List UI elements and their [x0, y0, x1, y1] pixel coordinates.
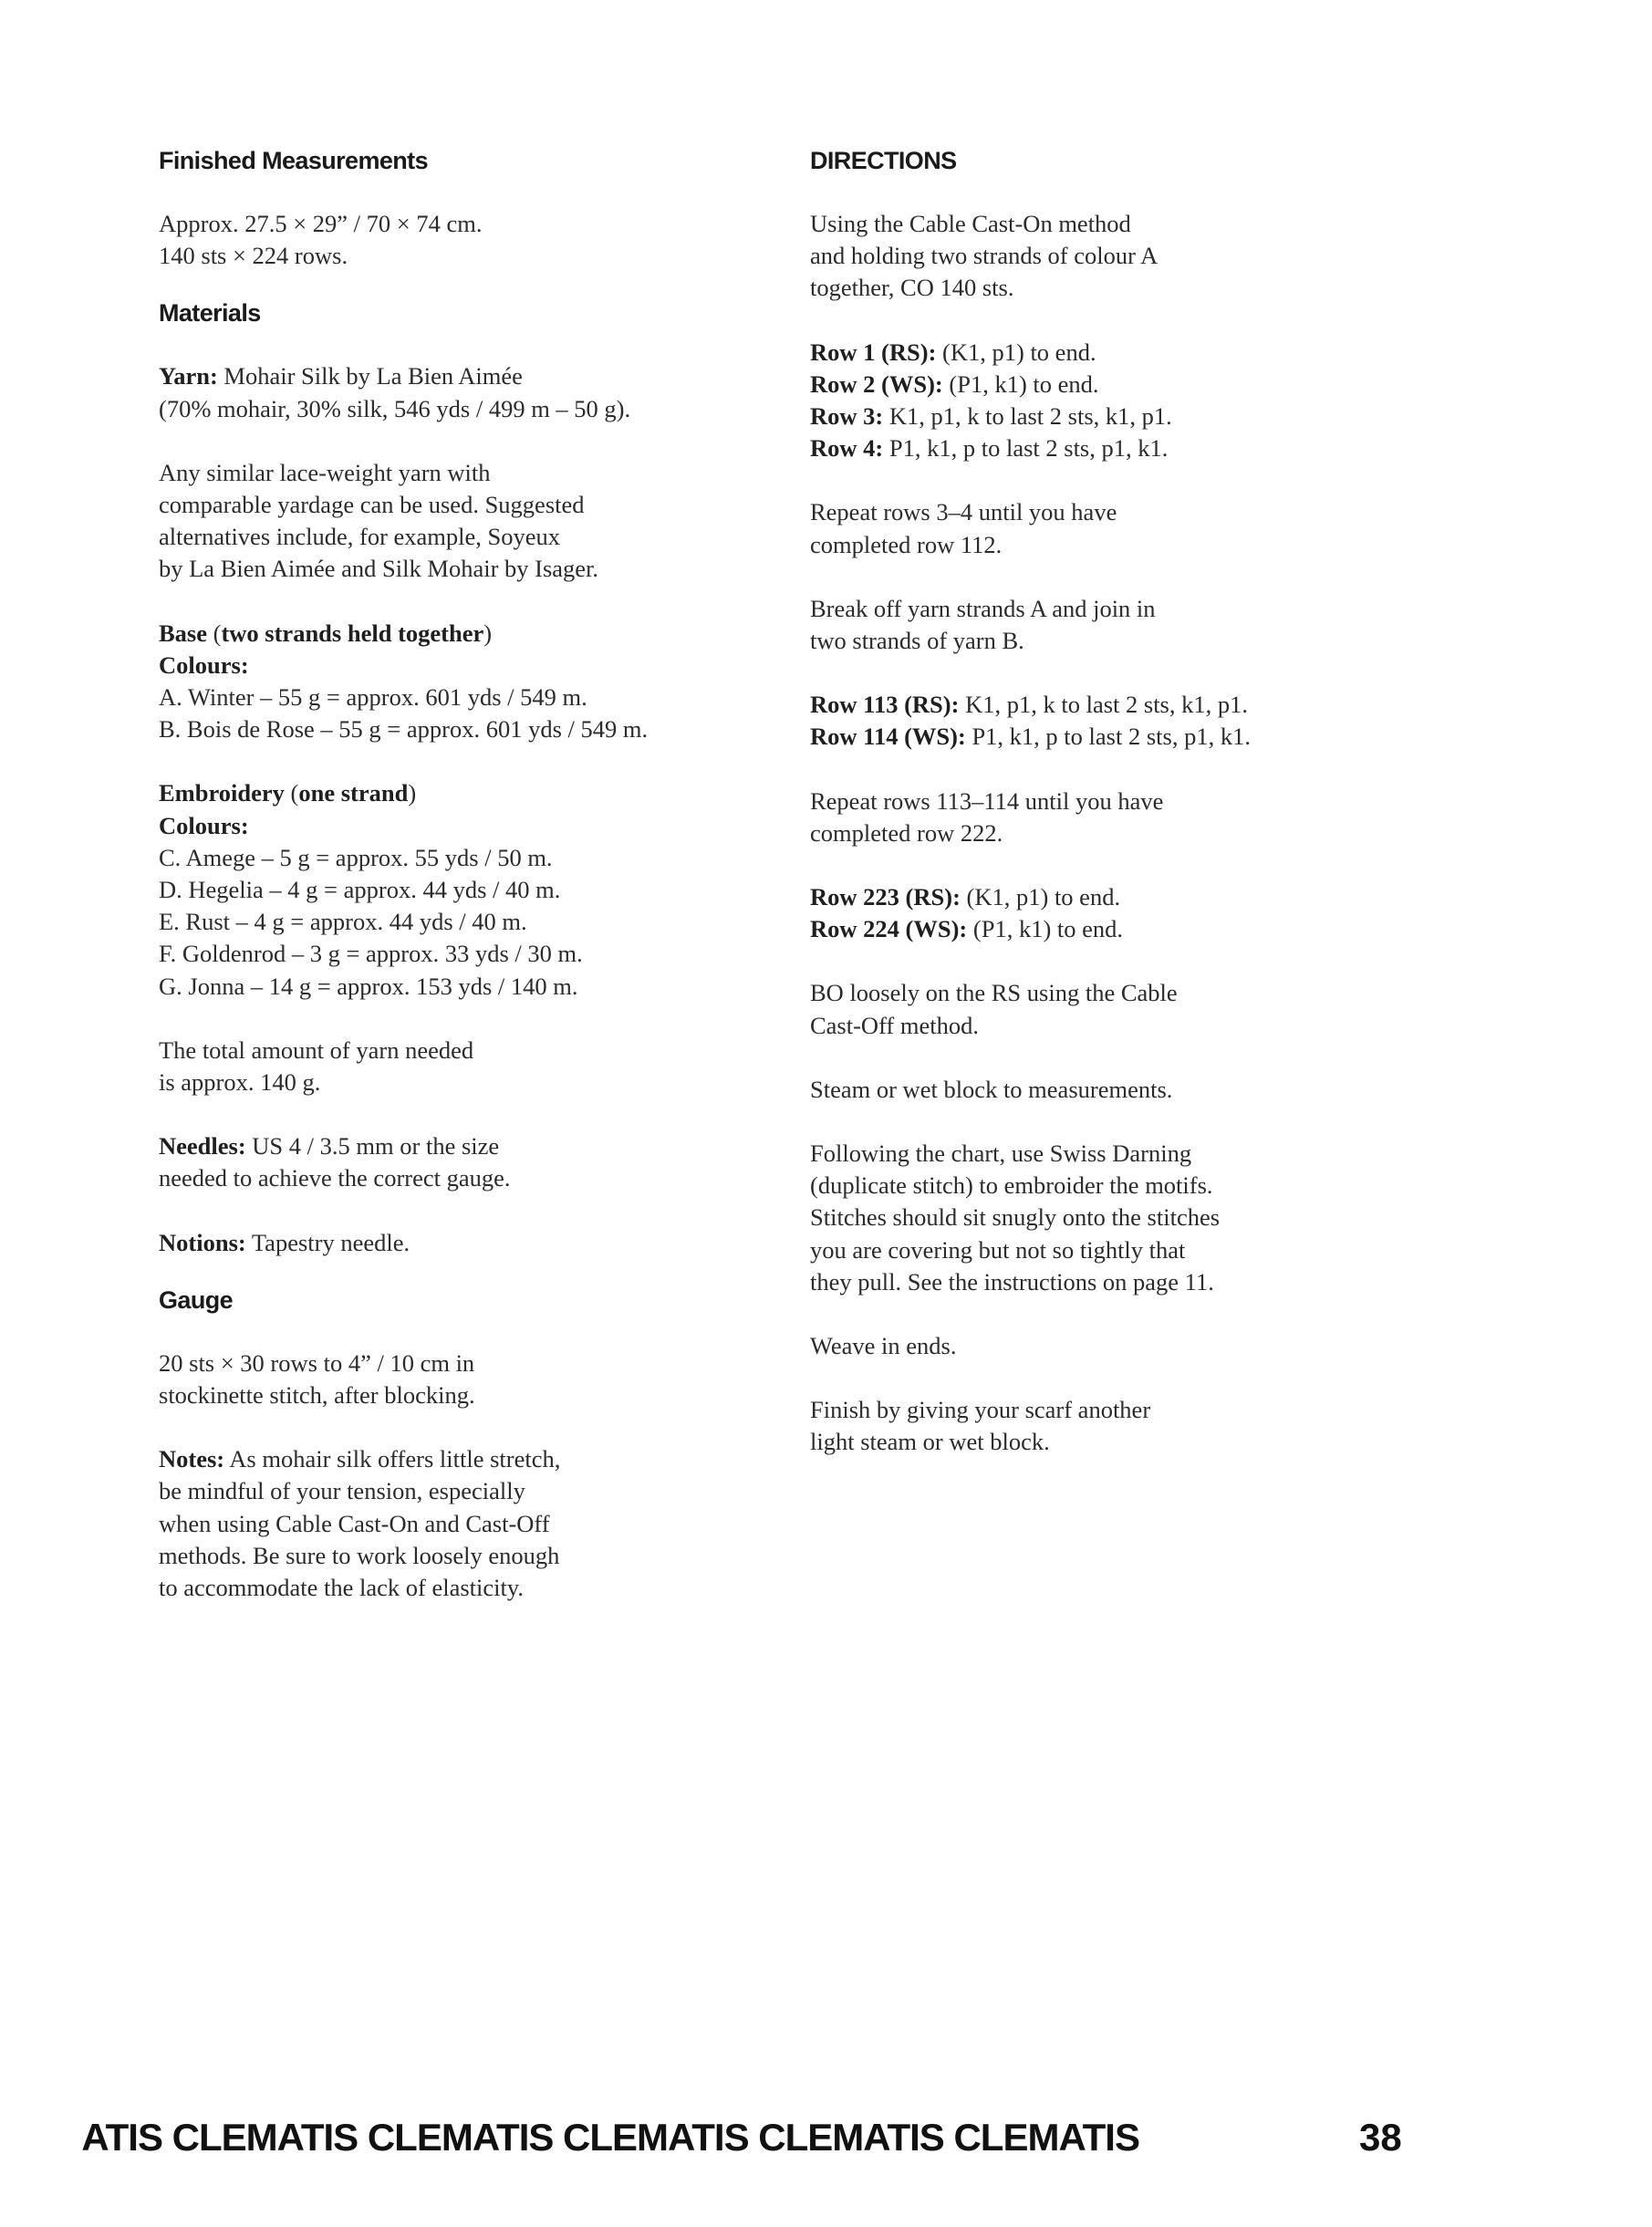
- row-side: WS: [913, 915, 951, 943]
- row-instruction: Row 113 (RS): K1, p1, k to last 2 sts, k1, p1.: [810, 691, 1248, 719]
- paragraph-line: alternatives include, for example, Soyeux: [159, 523, 561, 551]
- yarn-label: Yarn:: [159, 362, 218, 390]
- paragraph-line: Break off yarn strands A and join in: [810, 594, 1156, 622]
- similar-yarn-paragraph: [159, 457, 797, 586]
- row-instruction: Row 114 (WS): P1, k1, p to last 2 sts, p1, k1.: [810, 723, 1251, 751]
- colour-item: D. Hegelia – 4 g = approx. 44 yds / 40 m.: [159, 876, 561, 904]
- row-instruction: Row 223 (RS): (K1, p1) to end.: [810, 883, 1121, 911]
- row-text: (K1, p1) to end.: [936, 338, 1096, 366]
- notions-paragraph: [159, 1227, 797, 1259]
- finish-paragraph: [810, 1394, 1467, 1458]
- needles-text-2: needed to achieve the correct gauge.: [159, 1164, 511, 1192]
- paragraph-line: Cast-Off method.: [810, 1011, 979, 1039]
- row-text: K1, p1, k to last 2 sts, k1, p1.: [883, 402, 1172, 431]
- row-instruction: [810, 401, 1467, 432]
- needles-paragraph: [159, 1130, 797, 1194]
- row-label: Row 223: [810, 883, 899, 911]
- paragraph-line: by La Bien Aimée and Silk Mohair by Isager.: [159, 555, 599, 583]
- row-text: (P1, k1) to end.: [967, 915, 1124, 943]
- paragraph-line: (duplicate stitch) to embroider the motifs.: [810, 1171, 1213, 1200]
- steam-paragraph: [810, 1074, 1467, 1106]
- paragraph-line: be mindful of your tension, especially: [159, 1477, 525, 1505]
- row-label: Row 113: [810, 691, 899, 719]
- paragraph-line: comparable yardage can be used. Suggested: [159, 491, 585, 519]
- row-side: WS: [911, 723, 951, 751]
- repeat-paragraph: [810, 496, 1467, 560]
- paren-open: (: [207, 619, 222, 647]
- row-text: (K1, p1) to end.: [960, 883, 1121, 911]
- paren-close: ): [408, 779, 417, 807]
- notes-text: As mohair silk offers little stretch,: [224, 1445, 561, 1473]
- paragraph-line: two strands of yarn B.: [810, 627, 1024, 655]
- colour-item: G. Jonna – 14 g = approx. 153 yds / 140 m.: [159, 972, 578, 1000]
- finished-measurements-text: [159, 208, 797, 272]
- row-text: P1, k1, p to last 2 sts, p1, k1.: [965, 723, 1251, 751]
- paragraph-line: The total amount of yarn needed: [159, 1035, 474, 1064]
- notes-paragraph: [159, 1443, 797, 1604]
- paragraph-line: Finish by giving your scarf another: [810, 1396, 1151, 1424]
- rows-113-114-paragraph: [810, 689, 1467, 753]
- row-text: K1, p1, k to last 2 sts, k1, p1.: [959, 691, 1248, 719]
- base-note: two strands held together: [221, 619, 484, 647]
- rows-1-4-paragraph: [810, 337, 1467, 465]
- row-label: Row 4:: [810, 434, 884, 463]
- paren-close: ): [483, 619, 493, 647]
- swiss-darning-paragraph: [810, 1138, 1467, 1298]
- colour-item: B. Bois de Rose – 55 g = approx. 601 yds / 549 m.: [159, 715, 649, 744]
- row-label: Row 114: [810, 723, 899, 751]
- paragraph-line: together, CO 140 sts.: [810, 274, 1014, 302]
- row-label: Row 3:: [810, 402, 884, 431]
- total-yarn-paragraph: [159, 1035, 797, 1098]
- page-footer: [0, 2115, 1652, 2170]
- paragraph-line: Following the chart, use Swiss Darning: [810, 1140, 1192, 1168]
- row-instruction: Row 1 (RS): (K1, p1) to end.: [810, 338, 1096, 366]
- notes-label: Notes:: [159, 1445, 225, 1473]
- weave-paragraph: [810, 1330, 1467, 1362]
- finished-measurements-heading: Finished Measurements: [159, 147, 428, 174]
- paragraph-line: Repeat rows 113–114 until you have: [810, 786, 1164, 815]
- paragraph-line: 20 sts × 30 rows to 4” / 10 cm in: [159, 1348, 475, 1377]
- paragraph-line: Steam or wet block to measurements.: [810, 1075, 1173, 1103]
- row-label: Row 2: [810, 369, 876, 398]
- base-title: Base: [159, 619, 207, 647]
- paragraph-line: Stitches should sit snugly onto the stitches: [810, 1203, 1221, 1232]
- row-label: Row 1: [810, 338, 876, 366]
- embroidery-title: Embroidery: [159, 779, 285, 807]
- notions-label: Notions:: [159, 1228, 246, 1256]
- paragraph-line: to accommodate the lack of elasticity.: [159, 1574, 525, 1602]
- paragraph-line: methods. Be sure to work loosely enough: [159, 1541, 560, 1569]
- paragraph-line: and holding two strands of colour A: [810, 242, 1158, 270]
- colour-item: A. Winter – 55 g = approx. 601 yds / 549 m.: [159, 683, 587, 712]
- base-colours-paragraph: [159, 618, 797, 746]
- paragraph-line: when using Cable Cast-On and Cast-Off: [159, 1509, 550, 1537]
- yarn-composition: (70% mohair, 30% silk, 546 yds / 499 m – 50 g).: [159, 394, 631, 422]
- gauge-text: [159, 1348, 797, 1411]
- row-text: (P1, k1) to end.: [942, 369, 1099, 398]
- row-side: WS: [888, 369, 928, 398]
- bind-off-paragraph: [810, 977, 1467, 1041]
- materials-heading: Materials: [159, 299, 261, 328]
- row-label: Row 224: [810, 915, 899, 943]
- paragraph-line: completed row 222.: [810, 818, 1003, 847]
- paragraph-line: Using the Cable Cast-On method: [810, 210, 1131, 237]
- embroidery-note: one strand: [298, 779, 409, 807]
- paragraph-line: light steam or wet block.: [810, 1428, 1050, 1456]
- embroidery-colours-paragraph: [159, 777, 797, 1002]
- row-instruction: Row 2 (WS): (P1, k1) to end.: [810, 369, 1099, 398]
- row-side: RS: [888, 338, 920, 366]
- yarn-text: Mohair Silk by La Bien Aimée: [217, 362, 523, 390]
- needles-label: Needles:: [159, 1132, 246, 1160]
- gauge-heading: Gauge: [159, 1285, 234, 1314]
- colours-label: Colours:: [159, 650, 249, 679]
- row-instruction: Row 224 (WS): (P1, k1) to end.: [810, 915, 1124, 943]
- pattern-name-banner: ATIS CLEMATIS CLEMATIS CLEMATIS CLEMATIS CLEMATIS: [81, 2116, 1139, 2159]
- paragraph-line: BO loosely on the RS using the Cable: [810, 979, 1178, 1007]
- colour-item: C. Amege – 5 g = approx. 55 yds / 50 m.: [159, 843, 553, 871]
- directions-heading: DIRECTIONS: [810, 147, 957, 174]
- paragraph-line: completed row 112.: [810, 530, 1003, 558]
- rows-223-224-paragraph: [810, 881, 1467, 945]
- measurement-line: Approx. 27.5 × 29” / 70 × 74 cm.: [159, 210, 483, 237]
- row-instruction: [810, 432, 1467, 464]
- row-text: P1, k1, p to last 2 sts, p1, k1.: [883, 434, 1169, 463]
- paragraph-line: Weave in ends.: [810, 1332, 957, 1360]
- paragraph-line: stockinette stitch, after blocking.: [159, 1381, 475, 1410]
- row-side: RS: [911, 691, 943, 719]
- colour-item: F. Goldenrod – 3 g = approx. 33 yds / 30 m.: [159, 940, 583, 968]
- row-side: RS: [913, 883, 945, 911]
- paragraph-line: they pull. See the instructions on page 11.: [810, 1267, 1214, 1296]
- notions-text: Tapestry needle.: [245, 1228, 410, 1256]
- paren-open: (: [284, 779, 299, 807]
- measurement-line: 140 sts × 224 rows.: [159, 242, 348, 270]
- paragraph-line: you are covering but not so tightly that: [810, 1235, 1186, 1264]
- cast-on-paragraph: [810, 208, 1467, 305]
- needles-text: US 4 / 3.5 mm or the size: [245, 1132, 500, 1160]
- paragraph-line: Any similar lace-weight yarn with: [159, 458, 491, 486]
- colour-item: E. Rust – 4 g = approx. 44 yds / 40 m.: [159, 908, 527, 936]
- right-column: [810, 144, 1467, 1491]
- paragraph-line: Repeat rows 3–4 until you have: [810, 498, 1117, 526]
- left-column: [159, 144, 797, 1636]
- paragraph-line: is approx. 140 g.: [159, 1068, 321, 1097]
- yarn-paragraph: [159, 360, 797, 424]
- page-number: 38: [1359, 2116, 1402, 2159]
- repeat-paragraph-2: [810, 786, 1467, 849]
- break-off-paragraph: [810, 593, 1467, 657]
- colours-label: Colours:: [159, 811, 249, 839]
